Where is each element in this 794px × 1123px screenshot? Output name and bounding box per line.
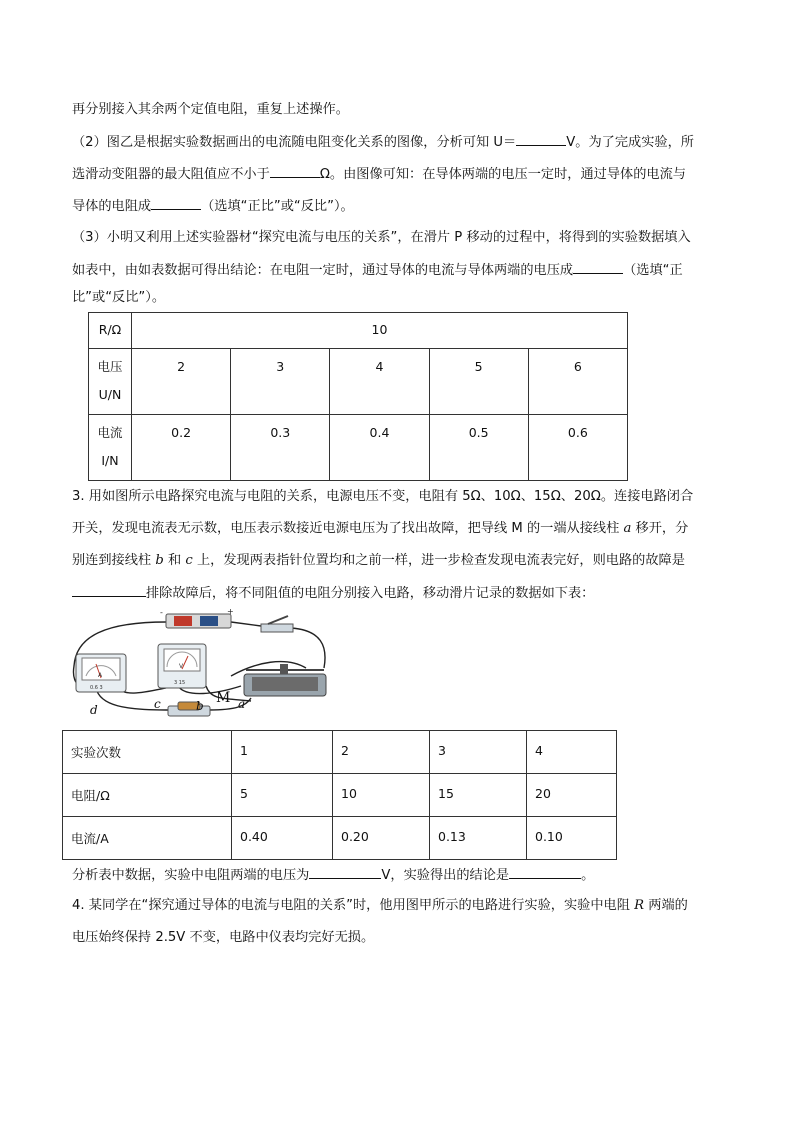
problem3-text: 移开，分 — [631, 521, 689, 536]
q3-line-2 — [72, 259, 683, 282]
table-cell: 0.13 — [430, 817, 527, 860]
table-cell-header: 电流/A — [63, 817, 232, 860]
problem3-line-4 — [72, 582, 594, 605]
answer-blank-conclusion[interactable] — [573, 259, 623, 274]
resistance-current-table — [62, 730, 617, 860]
table-cell: 0.2 — [132, 415, 231, 481]
q2-line-3 — [72, 195, 354, 218]
voltage-label: 电压 — [97, 359, 123, 374]
voltage-current-table — [88, 312, 628, 481]
answer-blank-fault[interactable] — [72, 582, 146, 597]
current-unit: I/N — [101, 453, 119, 468]
table-cell: 2 — [132, 349, 231, 415]
q2-line-1 — [72, 131, 694, 154]
table-cell: 0.10 — [527, 817, 617, 860]
problem4-text: 两端的 — [644, 898, 688, 913]
current-label: 电流 — [97, 425, 123, 440]
battery — [160, 607, 234, 628]
battery-plus-sign: + — [227, 607, 234, 616]
terminal-b-figure-label: b — [196, 699, 204, 713]
terminal-b-label: b — [155, 553, 164, 568]
table-cell: 4 — [330, 349, 429, 415]
voltage-unit: U/N — [98, 387, 122, 402]
answer-blank-voltage[interactable] — [516, 131, 566, 146]
terminal-a-figure-label: a — [238, 697, 246, 711]
analysis-text: 。 — [581, 868, 595, 883]
problem4-text: 4. 某同学在“探究通过导体的电流与电阻的关系”时，他用图甲所示的电路进行实验，实验中电阻 — [72, 898, 635, 913]
table-cell-header — [89, 349, 132, 415]
paragraph-repeat-operation: 再分别接入其余两个定值电阻，重复上述操作。 — [72, 102, 349, 117]
table-cell: 2 — [333, 731, 430, 774]
table-cell: 3 — [231, 349, 330, 415]
answer-blank-resistance[interactable] — [270, 163, 320, 178]
table-cell: 0.6 — [528, 415, 627, 481]
problem3-text: 开关，发现电流表无示数，电压表示数接近电源电压为了找出故障，把导线 M 的一端从接线柱 — [72, 521, 624, 536]
terminal-d-figure-label: d — [90, 703, 98, 717]
table-cell: 10 — [333, 774, 430, 817]
table-cell: 1 — [232, 731, 333, 774]
ammeter-scale: 0.6 3 — [90, 685, 103, 691]
switch — [261, 616, 293, 632]
table-cell: 3 — [430, 731, 527, 774]
table-cell: 15 — [430, 774, 527, 817]
q2-text: 导体的电阻成 — [72, 199, 152, 214]
analysis-line — [72, 864, 594, 887]
problem3-line-1: 3. 用如图所示电路探究电流与电阻的关系，电源电压不变，电阻有 5Ω、10Ω、15Ω、20Ω。连接电路闭合 — [72, 489, 694, 504]
rheostat — [244, 664, 326, 696]
wire-M-label: M — [216, 690, 231, 706]
q2-text: （选填“正比”或“反比”）。 — [201, 199, 354, 214]
table-cell: 5 — [429, 349, 528, 415]
analysis-text: V，实验得出的结论是 — [381, 868, 510, 883]
problem3-line-3 — [72, 550, 685, 572]
problem3-text: 上，发现两表指针位置均和之前一样，进一步检查发现电流表完好，则电路的故障是 — [192, 553, 685, 568]
table-cell: 0.40 — [232, 817, 333, 860]
answer-blank-experiment-conclusion[interactable] — [509, 864, 581, 879]
table-cell-header — [89, 415, 132, 481]
table-cell-header: R/Ω — [89, 313, 132, 349]
ammeter — [76, 654, 126, 692]
problem3-text: 和 — [163, 553, 186, 568]
q2-text: （2）图乙是根据实验数据画出的电流随电阻变化关系的图像，分析可知 U＝ — [72, 135, 517, 150]
table-cell: 0.3 — [231, 415, 330, 481]
problem4-line-2: 电压始终保持 2.5V 不变，电路中仪表均完好无损。 — [72, 930, 375, 945]
table-cell: 0.20 — [333, 817, 430, 860]
voltmeter — [158, 644, 206, 688]
q2-text: Ω。由图像可知：在导体两端的电压一定时，通过导体的电流与 — [319, 167, 686, 182]
q2-line-2 — [72, 163, 686, 186]
voltmeter-scale: 3 15 — [174, 680, 186, 686]
terminal-a-label: a — [623, 521, 632, 536]
table-cell-resistance: 10 — [132, 313, 628, 349]
voltmeter-unit: V — [179, 663, 184, 670]
table-cell: 4 — [527, 731, 617, 774]
analysis-text: 分析表中数据，实验中电阻两端的电压为 — [72, 868, 310, 883]
circuit-diagram — [66, 606, 336, 728]
resistor-R-label: R — [634, 898, 645, 913]
table-cell-header: 实验次数 — [63, 731, 232, 774]
problem3-line-2 — [72, 518, 688, 540]
answer-blank-relation[interactable] — [151, 195, 201, 210]
table-cell: 20 — [527, 774, 617, 817]
table-cell: 0.5 — [429, 415, 528, 481]
problem4-line-1 — [72, 895, 688, 917]
q2-text: V。为了完成实验，所 — [566, 135, 694, 150]
fixed-resistor — [168, 702, 210, 716]
problem3-text: 别连到接线柱 — [72, 553, 156, 568]
q3-text: （选填“正 — [623, 263, 683, 278]
q3-line-3: 比”或“反比”）。 — [72, 290, 166, 305]
table-cell: 5 — [232, 774, 333, 817]
battery-minus-sign: - — [160, 608, 163, 617]
table-cell-header: 电阻/Ω — [63, 774, 232, 817]
terminal-c-figure-label: c — [154, 697, 161, 711]
q3-line-1: （3）小明又利用上述实验器材“探究电流与电压的关系”，在滑片 P 移动的过程中，将得到的实验数据填入 — [72, 230, 691, 245]
table-cell: 6 — [528, 349, 627, 415]
q2-text: 选滑动变阻器的最大阻值应不小于 — [72, 167, 270, 182]
answer-blank-resistor-voltage[interactable] — [309, 864, 381, 879]
q3-text: 如表中，由如表数据可得出结论：在电阻一定时，通过导体的电流与导体两端的电压成 — [72, 263, 574, 278]
ammeter-unit: A — [98, 672, 103, 679]
terminal-c-label: c — [185, 553, 193, 568]
problem3-text: 排除故障后，将不同阻值的电阻分别接入电路，移动滑片记录的数据如下表： — [146, 586, 595, 601]
table-cell: 0.4 — [330, 415, 429, 481]
